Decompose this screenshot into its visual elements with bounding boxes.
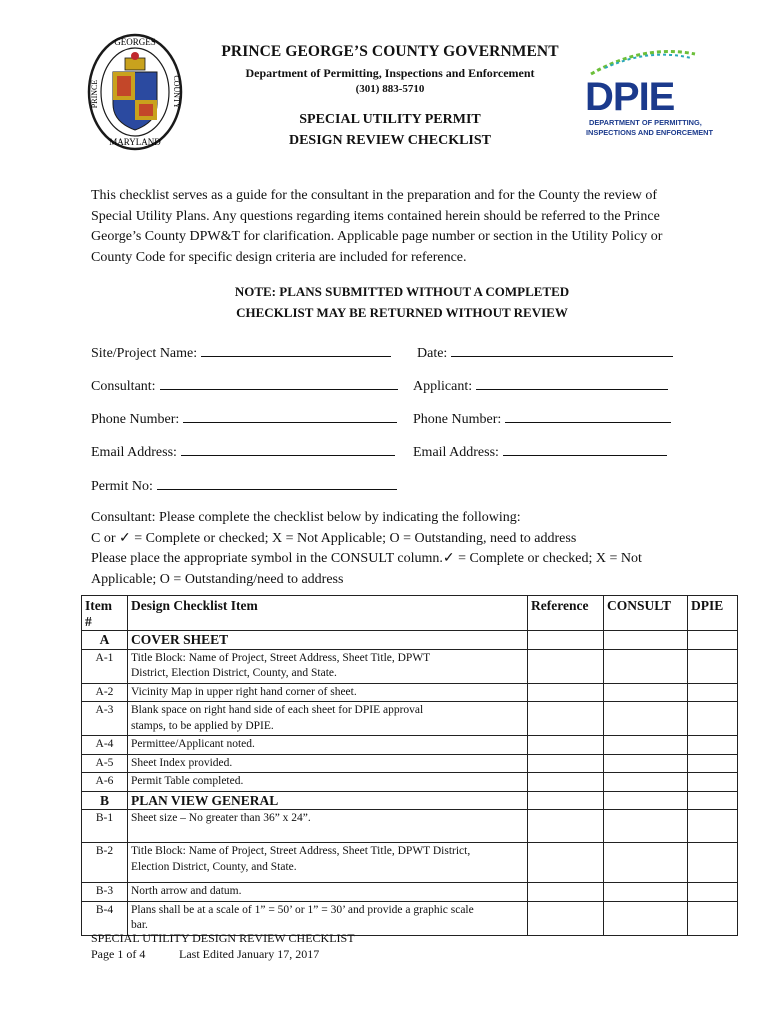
- consult-cell[interactable]: [604, 649, 688, 683]
- applicant-phone-field[interactable]: [413, 408, 671, 428]
- applicant-phone-label: Phone Number:: [413, 412, 502, 427]
- applicant-field[interactable]: [413, 375, 668, 395]
- intro-line: This checklist serves as a guide for the consultant in the preparation and for the County the review of: [91, 188, 658, 203]
- document-title-line2: DESIGN REVIEW CHECKLIST: [288, 133, 492, 148]
- logo-subtitle-line1: DEPARTMENT OF PERMITTING,: [589, 118, 702, 127]
- header-dpie: DPIE: [688, 596, 738, 631]
- dpie-cell[interactable]: [688, 736, 738, 755]
- field-row-project: [91, 342, 691, 364]
- consult-cell[interactable]: [604, 754, 688, 773]
- consult-cell[interactable]: [604, 901, 688, 935]
- table-row: [82, 649, 738, 683]
- site-project-name-label: Site/Project Name:: [91, 346, 198, 361]
- section-title: COVER SHEET: [128, 631, 528, 650]
- department-phone: (301) 883-5710: [355, 83, 425, 95]
- table-row: [82, 702, 738, 736]
- item-description: Blank space on right hand side of each sheet for DPIE approval stamps, to be applied by DPIE.: [128, 702, 528, 736]
- dpie-cell[interactable]: [688, 843, 738, 883]
- dpie-cell[interactable]: [688, 901, 738, 935]
- consultant-email-label: Email Address:: [91, 445, 177, 460]
- table-row: [82, 736, 738, 755]
- item-description: Title Block: Name of Project, Street Address, Sheet Title, DPWT District, Election District, County, and State.: [128, 843, 528, 883]
- design-checklist-table: [81, 595, 738, 936]
- consultant-label: Consultant:: [91, 379, 156, 394]
- dpie-cell[interactable]: [688, 754, 738, 773]
- instruction-line: Applicable; O = Outstanding/need to address: [91, 571, 344, 587]
- dpie-logo: [583, 44, 713, 140]
- header-design-item: Design Checklist Item: [128, 596, 528, 631]
- department-name: Department of Permitting, Inspections and Enforcement: [245, 66, 535, 80]
- section-id: B: [82, 791, 128, 810]
- section-row: [82, 791, 738, 810]
- intro-line: George’s County DPW&T for clarification. Applicable page number or section in the Utility Policy or: [91, 229, 663, 244]
- government-name: PRINCE GEORGE’S COUNTY GOVERNMENT: [221, 43, 559, 60]
- reference-cell[interactable]: [528, 702, 604, 736]
- item-number: B-4: [82, 901, 128, 935]
- seal-left-text: PRINCE: [90, 79, 99, 109]
- item-number: B-3: [82, 883, 128, 902]
- item-description: Sheet Index provided.: [128, 754, 528, 773]
- field-row-emails: [91, 441, 691, 463]
- instruction-line: Consultant: Please complete the checklist below by indicating the following:: [91, 510, 521, 525]
- item-description: Vicinity Map in upper right hand corner of sheet.: [128, 683, 528, 702]
- permit-no-line[interactable]: [157, 475, 397, 490]
- table-row: [82, 773, 738, 792]
- reference-cell[interactable]: [528, 736, 604, 755]
- date-line[interactable]: [451, 342, 673, 357]
- consult-cell[interactable]: [604, 702, 688, 736]
- note-line: NOTE: PLANS SUBMITTED WITHOUT A COMPLETED: [234, 284, 570, 299]
- table-row: [82, 810, 738, 843]
- item-description: Title Block: Name of Project, Street Address, Sheet Title, DPWT District, Election District, County, and State.: [128, 649, 528, 683]
- permit-no-field[interactable]: [91, 475, 397, 495]
- field-row-parties: [91, 375, 691, 397]
- item-description: Plans shall be at a scale of 1” = 50’ or 1” = 30’ and provide a graphic scale bar.: [128, 901, 528, 935]
- item-number: A-6: [82, 773, 128, 792]
- consultant-phone-line[interactable]: [183, 408, 397, 423]
- header-item: Item #: [82, 596, 128, 631]
- item-number: A-2: [82, 683, 128, 702]
- reference-cell[interactable]: [528, 754, 604, 773]
- consult-cell[interactable]: [604, 810, 688, 843]
- item-number: A-5: [82, 754, 128, 773]
- consultant-email-line[interactable]: [181, 441, 395, 456]
- reference-cell[interactable]: [528, 683, 604, 702]
- header-reference: Reference: [528, 596, 604, 631]
- item-number: B-1: [82, 810, 128, 843]
- field-row-permit: [91, 475, 691, 497]
- seal-top-text: GEORGES: [114, 37, 156, 47]
- applicant-line[interactable]: [476, 375, 668, 390]
- consult-cell[interactable]: [604, 683, 688, 702]
- table-row: [82, 883, 738, 902]
- consultant-field[interactable]: [91, 375, 398, 395]
- intro-paragraph: [91, 186, 721, 268]
- applicant-label: Applicant:: [413, 379, 473, 394]
- applicant-email-label: Email Address:: [413, 445, 499, 460]
- permit-no-label: Permit No:: [91, 479, 153, 494]
- item-number: A-4: [82, 736, 128, 755]
- note-line: CHECKLIST MAY BE RETURNED WITHOUT REVIEW: [236, 305, 568, 320]
- consult-cell[interactable]: [604, 843, 688, 883]
- submission-note: [91, 281, 713, 323]
- consult-cell[interactable]: [604, 773, 688, 792]
- seal-bottom-text: MARYLAND: [109, 137, 161, 147]
- section-title: PLAN VIEW GENERAL: [128, 791, 528, 810]
- reference-cell[interactable]: [528, 883, 604, 902]
- item-description: Sheet size – No greater than 36” x 24”.: [128, 810, 528, 843]
- page-footer: [91, 930, 355, 962]
- site-project-name-field[interactable]: [91, 342, 391, 362]
- footer-title: SPECIAL UTILITY DESIGN REVIEW CHECKLIST: [91, 931, 355, 945]
- consult-cell[interactable]: [604, 883, 688, 902]
- document-title-line1: SPECIAL UTILITY PERMIT: [299, 112, 481, 127]
- consultant-line[interactable]: [160, 375, 398, 390]
- item-number: B-2: [82, 843, 128, 883]
- dpie-cell[interactable]: [688, 649, 738, 683]
- dpie-cell[interactable]: [688, 773, 738, 792]
- consultant-email-field[interactable]: [91, 441, 395, 461]
- table-row: [82, 754, 738, 773]
- reference-cell[interactable]: [528, 773, 604, 792]
- item-number: A-3: [82, 702, 128, 736]
- consultant-instructions: [91, 508, 731, 590]
- reference-cell[interactable]: [528, 901, 604, 935]
- consultant-phone-label: Phone Number:: [91, 412, 180, 427]
- consult-cell[interactable]: [604, 736, 688, 755]
- table-row: [82, 843, 738, 883]
- dpie-cell[interactable]: [688, 810, 738, 843]
- applicant-email-field[interactable]: [413, 441, 667, 461]
- date-field[interactable]: [417, 342, 673, 362]
- logo-subtitle-line2: INSPECTIONS AND ENFORCEMENT: [586, 128, 713, 137]
- intro-line: Special Utility Plans. Any questions regarding items contained herein should be referred to the Prince: [91, 208, 660, 224]
- reference-cell[interactable]: [528, 810, 604, 843]
- header: [190, 40, 590, 149]
- page-number: Page 1 of 4: [91, 947, 146, 961]
- header-consult: CONSULT: [604, 596, 688, 631]
- section-id: A: [82, 631, 128, 650]
- last-edited: Last Edited January 17, 2017: [179, 947, 320, 961]
- reference-cell[interactable]: [528, 843, 604, 883]
- applicant-phone-line[interactable]: [505, 408, 671, 423]
- site-project-name-line[interactable]: [201, 342, 391, 357]
- table-header-row: [82, 596, 738, 631]
- item-description: North arrow and datum.: [128, 883, 528, 902]
- item-description: Permittee/Applicant noted.: [128, 736, 528, 755]
- item-number: A-1: [82, 649, 128, 683]
- dpie-cell[interactable]: [688, 883, 738, 902]
- dpie-cell[interactable]: [688, 683, 738, 702]
- seal-right-text: COUNTY: [172, 75, 181, 109]
- instruction-line: C or ✓ = Complete or checked; X = Not Applicable; O = Outstanding, need to address: [91, 530, 577, 546]
- dpie-cell[interactable]: [688, 702, 738, 736]
- reference-cell[interactable]: [528, 649, 604, 683]
- intro-line: County Code for specific design criteria are included for reference.: [91, 249, 467, 265]
- logo-wordmark: DPIE: [585, 75, 675, 119]
- section-row: [82, 631, 738, 650]
- field-row-phones: [91, 408, 691, 430]
- instruction-line: Please place the appropriate symbol in the CONSULT column.✓ = Complete or checked; X = Not: [91, 551, 642, 566]
- consultant-phone-field[interactable]: [91, 408, 397, 428]
- item-description: Permit Table completed.: [128, 773, 528, 792]
- table-row: [82, 683, 738, 702]
- applicant-email-line[interactable]: [503, 441, 667, 456]
- date-label: Date:: [417, 346, 448, 361]
- county-seal: [87, 32, 183, 152]
